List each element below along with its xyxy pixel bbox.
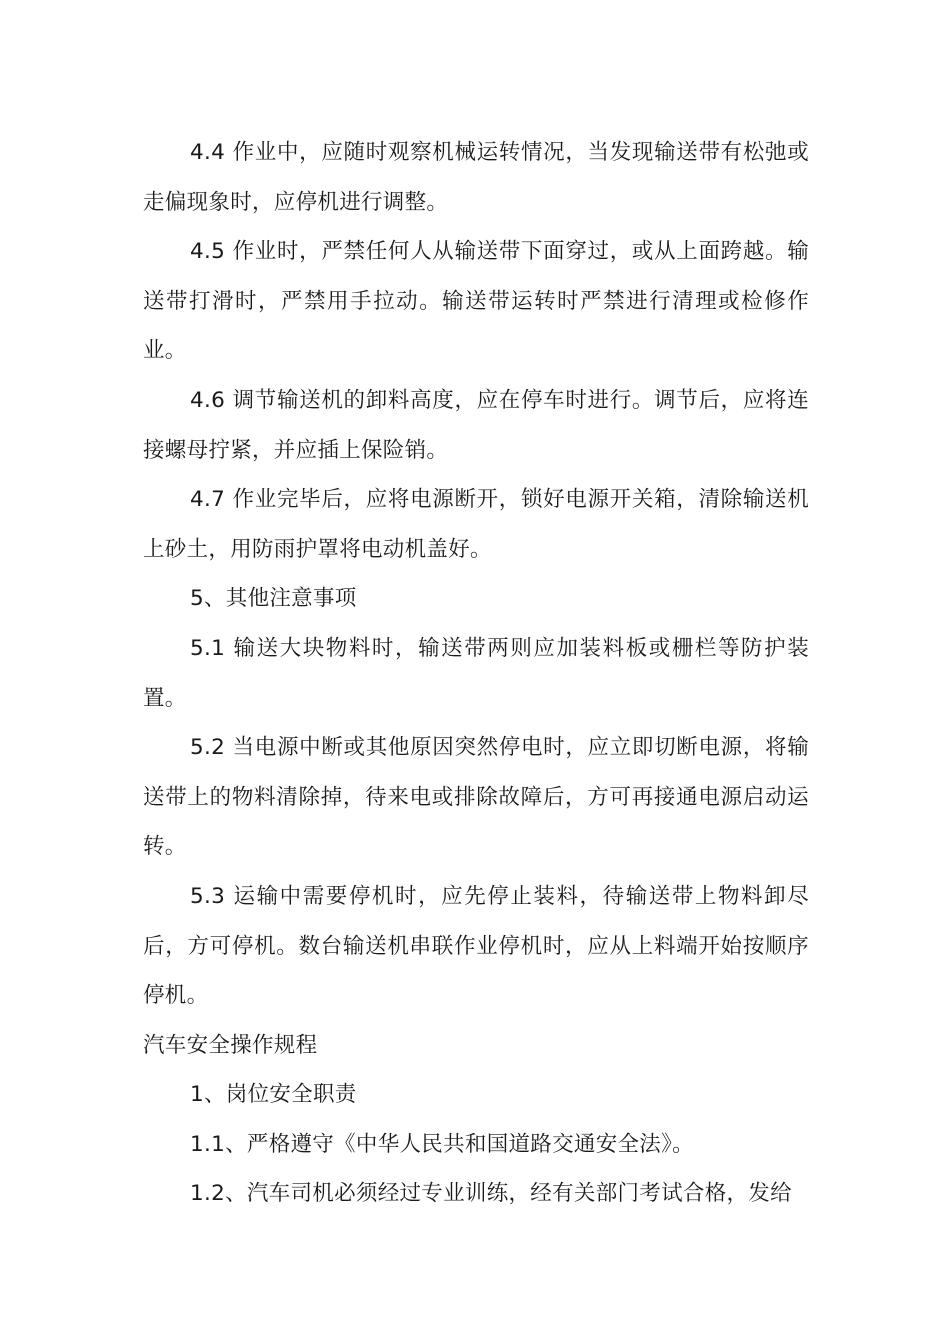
paragraph-4-5: 4.5 作业时，严禁任何人从输送带下面穿过，或从上面跨越。输送带打滑时，严禁用手拉动。输送带运转时严禁进行清理或检修作业。	[143, 239, 809, 364]
document-page	[143, 128, 809, 1219]
section-heading-1: 1、岗位安全职责	[190, 1082, 357, 1108]
paragraph-4-7: 4.7 作业完毕后，应将电源断开，锁好电源开关箱，清除输送机上砂土，用防雨护罩将电动机盖好。	[143, 487, 809, 562]
section-heading-5: 5、其他注意事项	[190, 586, 357, 612]
paragraph-1-2: 1.2、汽车司机必须经过专业训练，经有关部门考试合格，发给	[190, 1181, 792, 1207]
paragraph-5-1: 5.1 输送大块物料时，输送带两则应加装料板或栅栏等防护装置。	[143, 635, 809, 711]
paragraph-1-1: 1.1、严格遵守《中华人民共和国道路交通安全法》。	[190, 1131, 694, 1157]
paragraph-5-3: 5.3 运输中需要停机时，应先停止装料，待输送带上物料卸尽后，方可停机。数台输送机串联作业停机时，应从上料端开始按顺序停机。	[143, 883, 809, 1009]
paragraph-5-2: 5.2 当电源中断或其他原因突然停电时，应立即切断电源，将输送带上的物料清除掉，待来电或排除故障后，方可再接通电源启动运转。	[143, 735, 809, 860]
paragraph-4-6: 4.6 调节输送机的卸料高度，应在停车时进行。调节后，应将连接螺母拧紧，并应插上保险销。	[143, 387, 809, 463]
paragraph-4-4: 4.4 作业中，应随时观察机械运转情况，当发现输送带有松弛或走偏现象时，应停机进行调整。	[143, 140, 809, 215]
document-title: 汽车安全操作规程	[143, 1032, 318, 1058]
